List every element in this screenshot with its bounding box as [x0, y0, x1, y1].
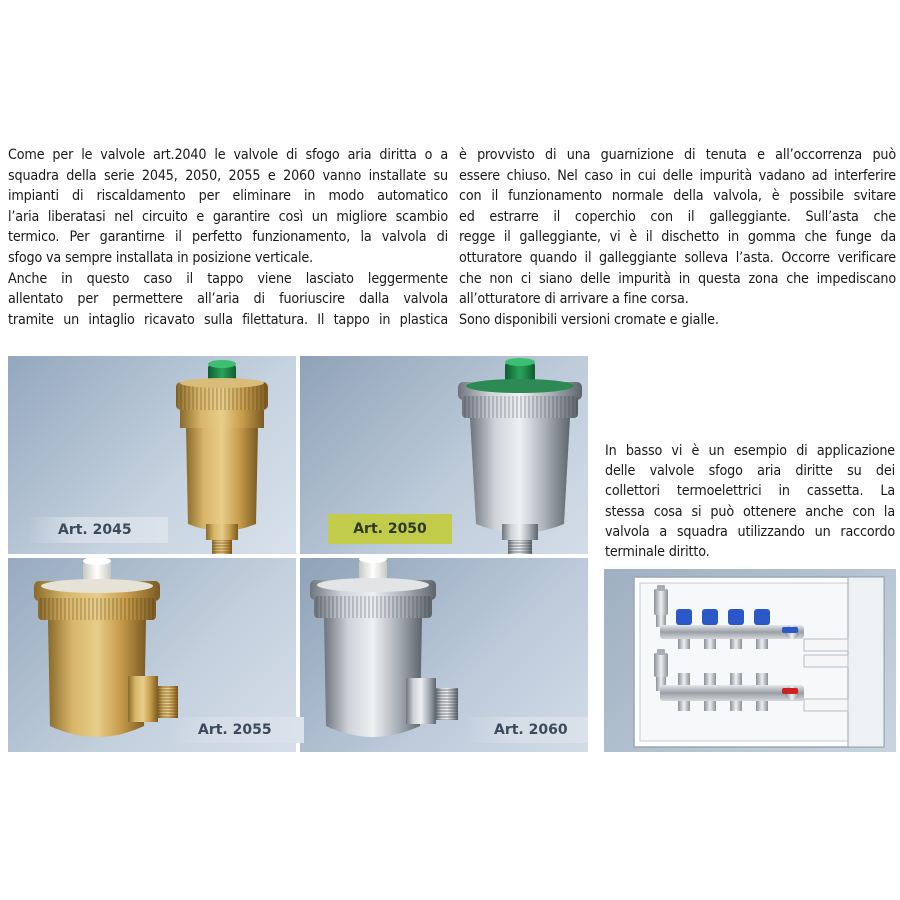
text-line: impianti di riscaldamento per eliminare in modo automatico	[8, 188, 448, 205]
text-line: è provvisto di una guarnizione di tenuta e all’occorrenza può	[459, 147, 896, 163]
text-line: ed estrarre il coperchio con il galleggiante. Sull’asta che	[459, 208, 896, 225]
valve-2055-brass	[34, 557, 178, 737]
text-line: squadra della serie 2045, 2050, 2055 e 2060 vanno installate su	[8, 167, 448, 184]
text-line: termico. Per garantirne il perfetto funzionamento, la valvola di	[8, 229, 448, 246]
text-line: essere chiuso. Nel caso in cui delle impurità vadano ad interferire	[459, 167, 896, 184]
text-line: che non ci siano delle impurità in questa zona che impediscano	[459, 270, 896, 287]
text-line: In basso vi è un esempio di applicazione	[605, 443, 895, 459]
product-photo-panel	[8, 356, 588, 752]
text-column-left	[8, 145, 448, 330]
text-line: delle valvole sfogo aria diritte su dei	[605, 463, 895, 480]
text-column-right	[459, 145, 896, 330]
product-label-2045: Art. 2045	[28, 517, 168, 543]
text-column-side	[605, 441, 895, 562]
valve-2050-chrome	[458, 358, 582, 554]
text-line: otturatore quando il galleggiante solleva l’asta. Occorre verificare	[459, 249, 896, 266]
text-line: terminale diritto.	[605, 544, 710, 561]
text-line: Come per le valvole art.2040 le valvole di sfogo aria diritta o a	[8, 147, 448, 163]
product-label-2050: Art. 2050	[328, 514, 452, 544]
text-line: regge il galleggiante, vi è il dischetto in gomma che funge da	[459, 229, 896, 246]
text-line: Anche in questo caso il tappo viene lasciato leggermente	[8, 270, 448, 287]
text-line: collettori termoelettrici in cassetta. La	[605, 483, 895, 500]
valves-illustration	[8, 356, 588, 752]
text-line: l’aria liberatasi nel circuito e garantire così un migliore scambio	[8, 208, 448, 225]
text-line: Sono disponibili versioni cromate e gialle.	[459, 311, 719, 328]
text-line: all’otturatore di arrivare a fine corsa.	[459, 291, 689, 308]
product-label-2055: Art. 2055	[168, 717, 304, 743]
text-line: tramite un intaglio ricavato sulla filettatura. Il tappo in plastica	[8, 311, 448, 328]
text-line: sfogo va sempre installata in posizione verticale.	[8, 249, 313, 266]
text-line: con il funzionamento normale della valvola, è possibile svitare	[459, 188, 896, 205]
manifold-illustration	[604, 569, 896, 752]
valve-2045-brass	[176, 360, 268, 554]
text-line: allentato per permettere all’aria di fuoriuscire dalla valvola	[8, 291, 448, 308]
text-line: valvola a squadra utilizzando un raccordo	[605, 523, 895, 540]
manifold-cabinet-diagram	[604, 569, 896, 752]
text-line: stessa cosa si può ottenere anche con la	[605, 503, 895, 520]
valve-2060-chrome	[310, 555, 458, 737]
product-label-2060: Art. 2060	[464, 717, 588, 743]
